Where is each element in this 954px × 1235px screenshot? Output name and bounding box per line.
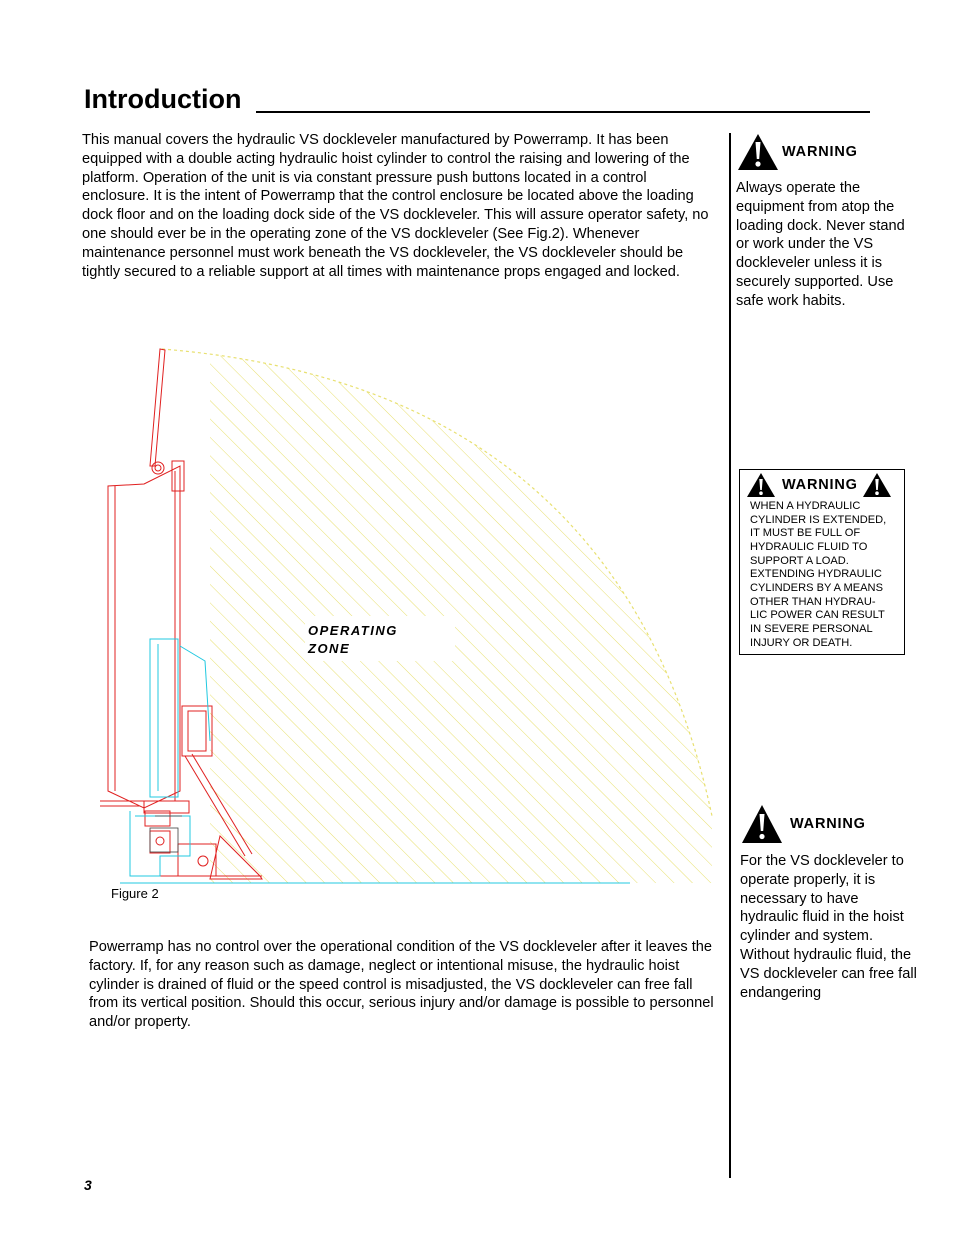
- warning-line: INJURY OR DEATH.: [750, 636, 853, 649]
- warning-triangle-icon: [746, 472, 776, 498]
- warning-line: SUPPORT A LOAD.: [750, 554, 849, 567]
- warning-header-1: [736, 132, 911, 172]
- warning-header-2: [740, 470, 904, 500]
- warning-line: LIC POWER CAN RESULT: [750, 609, 885, 622]
- warning-line: IT MUST BE FULL OF: [750, 527, 861, 540]
- warning-header-3: [740, 803, 920, 845]
- figure-2-drawing: [100, 346, 720, 891]
- intro-paragraph: This manual covers the hydraulic VS dockleveler manufactured by Powerramp. It has been equipped with a double acting hydraulic hoist cylinder to control the raising and lowering of the platform. Operation of the unit is via constant pressure push buttons located in a control enclosure. It is the intent of Powerramp that the control enclosure be located above the loading dock floor and on the loading dock side of the VS dockleveler. This will assure operator safety, no one should ever be in the operating zone of the VS dockleveler (See Fig.2). Whenever maintenance personnel must work beneath the VS dockleveler, the VS dockleveler should be tightly secured to a reliable support at all times with maintenance props engaged and locked.: [82, 132, 709, 280]
- warning-box-1: [736, 132, 911, 311]
- warning-label-3: WARNING: [790, 816, 866, 832]
- warning-triangle-icon: [862, 472, 892, 498]
- warning-line: HYDRAULIC FLUID TO: [750, 540, 868, 553]
- page-title: Introduction: [84, 84, 242, 114]
- closing-paragraph: Powerramp has no control over the operational condition of the VS dockleveler after it leaves the factory. If, for any reason such as damage, neglect or intentional misuse, the hydraulic hoist cylinder is drained of fluid or the speed control is misadjusted, the VS dockleveler can free fall from its vertical position. Should this occur, serious injury and/or damage is possible to personnel and/or property.: [89, 939, 714, 1031]
- warning-box-3: [740, 803, 920, 1002]
- warning-text-3: For the VS dockleveler to operate properly, it is necessary to have hydraulic fluid in the hoist cylinder and system. Without hydraulic fluid, the VS dockleveler can free fall endangering: [740, 853, 917, 1001]
- warning-line: CYLINDER IS EXTENDED,: [750, 513, 887, 526]
- title-rule: [256, 111, 870, 113]
- warning-triangle-icon: [736, 132, 780, 172]
- sidebar-divider: [729, 133, 731, 1178]
- warning-text-1: Always operate the equipment from atop the loading dock. Never stand or work under the VS dockleveler unless it is securely supported. Use safe work habits.: [736, 180, 905, 309]
- dockleveler-details: [150, 816, 182, 852]
- operating-zone-label-line1: OPERATING: [308, 623, 398, 638]
- warning-line: OTHER THAN HYDRAU-: [750, 595, 876, 608]
- warning-line: WHEN A HYDRAULIC: [750, 500, 861, 512]
- page-number: 3: [84, 1177, 92, 1193]
- figure-caption: Figure 2: [111, 886, 159, 901]
- warning-label-1: WARNING: [782, 144, 858, 160]
- warning-label-2: WARNING: [782, 477, 858, 493]
- warning-line: IN SEVERE PERSONAL: [750, 622, 873, 635]
- operating-zone: [162, 349, 712, 883]
- warning-text-2: [750, 500, 904, 650]
- warning-line: EXTENDING HYDRAULIC: [750, 568, 882, 581]
- warning-line: CYLINDERS BY A MEANS: [750, 581, 883, 594]
- warning-triangle-icon: [740, 803, 784, 845]
- operating-zone-label-line2: ZONE: [308, 641, 351, 656]
- warning-box-2: [739, 469, 905, 655]
